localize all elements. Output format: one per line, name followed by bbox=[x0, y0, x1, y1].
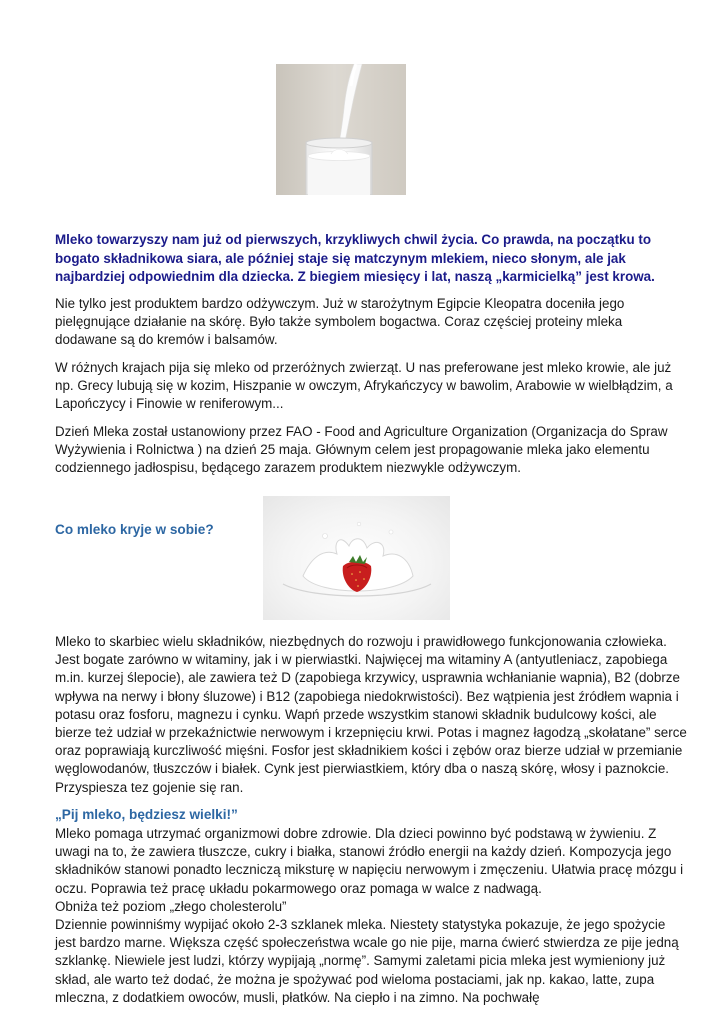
section-heading-drink-milk: „Pij mleko, będziesz wielki!” bbox=[55, 807, 238, 822]
paragraph-nutrition: Nie tylko jest produktem bardzo odżywczym. Już w starożytnym Egipcie Kleopatra doceniła jego pielęgnujące działanie na skórę. Było także symbolem bogactwa. Coraz częściej proteiny mleka dodawane są do kremów i balsamów. bbox=[55, 296, 625, 348]
paragraph-cholesterol: Obniża też poziom „złego cholesterolu” bbox=[55, 899, 287, 914]
paragraph-composition: Mleko to skarbiec wielu składników, niezbędnych do rozwoju i prawidłowego funkcjonowania człowieka. Jest bogate zarówno w witaminy, jak i w pierwiastki. Najwięcej ma witaminy A (antyutleniacz, zapobiega m.in. kurzej ślepocie), ale zawiera też D (zapobiega krzywicy, usprawnia wchłanianie wapnia), B2 (dobrze wpływa na nerwy i błony śluzowe) i B12 (zapobiega niedokrwistości). Bez wątpienia jest źródłem wapnia i potasu oraz fosforu, magnezu i cynku. Wapń przede wszystkim stanowi składnik budulcowy kości, ale bierze też udział w przekaźnictwie nerwowym i krzepnięciu krwi. Potas i magnez łagodzą „skołatane” serce oraz poprawiają kurczliwość mięśni. Fosfor jest składnikiem kości i zębów oraz bierze udział w przemianie węglowodanów, tłuszczów i białek. Cynk jest pierwiastkiem, który dba o naszą skórę, włosy i paznokcie. Przyspiesza tez gojenie się ran. bbox=[55, 634, 687, 795]
section-heading-composition: Co mleko kryje w sobie? bbox=[55, 522, 214, 537]
paragraph-animals: W różnych krajach pija się mleko od przeróżnych zwierząt. U nas preferowane jest mleko krowie, ale już np. Grecy lubują się w kozim, Hiszpanie w owczym, Afrykańczycy w bawolim, Arabowie w wielbłądzim, a Lapończycy i Finowie w reniferowym... bbox=[55, 360, 673, 412]
strawberry-splash-illustration bbox=[263, 496, 450, 620]
paragraph-daily-intake: Dziennie powinniśmy wypijać około 2-3 szklanek mleka. Niestety statystyka pokazuje, że jego spożycie jest bardzo marne. Większa część społeczeństwa wcale go nie pije, marna ćwierć stwierdza ze pije jedną szklankę. Niewiele jest ludzi, którzy wypijają „normę”. Samymi zaletami picia mleka jest wymieniony już skład, ale warto też dodać, że można je spożywać pod wieloma postaciami, jak np. kakao, latte, zupa mleczna, z dodatkiem owoców, musli, płatków. Na ciepło i na zimno. Na pochwałę bbox=[55, 917, 679, 1005]
strawberry-milk-splash-photo bbox=[263, 496, 450, 620]
paragraph-milk-day: Dzień Mleka został ustanowiony przez FAO - Food and Agriculture Organization (Organizacja do Spraw Wyżywienia i Rolnictwa ) na dzień 25 maja. Głównym celem jest propagowanie mleka jako elementu codziennego jadłospisu, będącego zarazem produktem niezwykle odżywczym. bbox=[55, 424, 668, 476]
intro-paragraph: Mleko towarzyszy nam już od pierwszych, krzykliwych chwil życia. Co prawda, na początku to bogato składnikowa siara, ale później staje się matczynym mlekiem, nieco słonym, ale jak najbardziej odpowiednim dla dziecka. Z biegiem miesięcy i lat, naszą „karmicielką” jest krowa. bbox=[55, 232, 655, 284]
milk-pour-illustration bbox=[276, 64, 406, 195]
milk-pouring-glass-photo bbox=[276, 64, 406, 195]
paragraph-health: Mleko pomaga utrzymać organizmowi dobre zdrowie. Dla dzieci powinno być podstawą w żywieniu. Z uwagi na to, że zawiera tłuszcze, cukry i białka, stanowi źródło energii na każdy dzień. Kompozycja jego składników stanowi ponadto leczniczą miksturę w napięciu nerwowym i zmęczeniu. Ułatwia pracę mózgu i oczu. Poprawia też pracę układu pokarmowego oraz pomaga w walce z nadwagą. bbox=[55, 826, 684, 896]
